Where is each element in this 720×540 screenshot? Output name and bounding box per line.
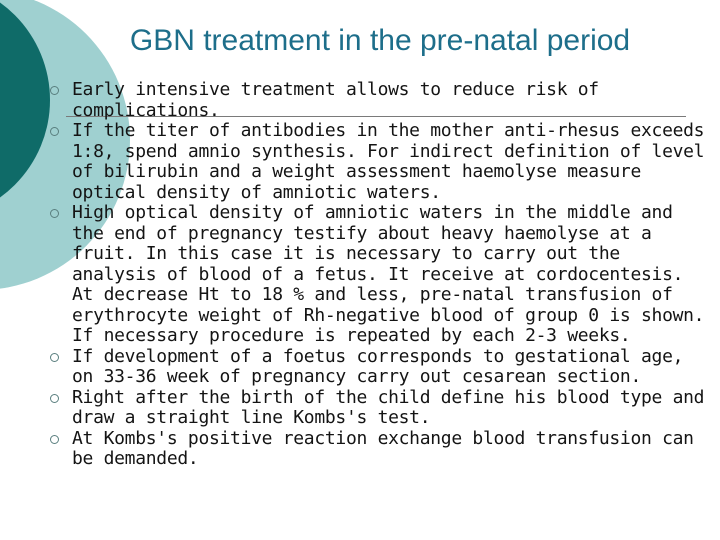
- bullet-item: [46, 203, 710, 347]
- bullet-list: [46, 80, 710, 470]
- bullet-text: At Kombs's positive reaction exchange blood transfusion can be demanded.: [72, 427, 694, 469]
- bullet-text: High optical density of amniotic waters in the middle and the end of pregnancy testify about heavy haemolyse at a fruit. In this case it is necessary to carry out the analysis of blood of a fetus. It receive at cordocentesis. At decrease Ht to 18 % and less, pre-natal transfusion of erythrocyte weight of Rh-negative blood of group 0 is shown. If necessary procedure is repeated by each 2-3 weeks.: [72, 202, 705, 346]
- bullet-circle-icon: [50, 394, 59, 403]
- bullet-item: [46, 347, 710, 388]
- bullet-text: If development of a foetus corresponds to gestational age, on 33-36 week of pregnancy carry out cesarean section.: [72, 345, 684, 387]
- bullet-circle-icon: [50, 435, 59, 444]
- bullet-circle-icon: [50, 86, 59, 95]
- bullet-text: Right after the birth of the child define his blood type and draw a straight line Kombs's test.: [72, 386, 705, 428]
- bullet-item: [46, 429, 710, 470]
- bullet-circle-icon: [50, 353, 59, 362]
- bullet-circle-icon: [50, 209, 59, 218]
- bullet-item: [46, 388, 710, 429]
- slide-title: GBN treatment in the pre-natal period: [129, 24, 631, 57]
- bullet-circle-icon: [50, 127, 59, 136]
- bullet-item: [46, 121, 710, 203]
- bullet-item: [46, 80, 710, 121]
- bullet-text: If the titer of antibodies in the mother anti-rhesus exceeds 1:8, spend amnio synthesis. For indirect definition of level of bilirubin and a weight assessment haemolyse measure optical density of amniotic waters.: [72, 120, 705, 203]
- bullet-text: Early intensive treatment allows to reduce risk of complications.: [72, 79, 599, 121]
